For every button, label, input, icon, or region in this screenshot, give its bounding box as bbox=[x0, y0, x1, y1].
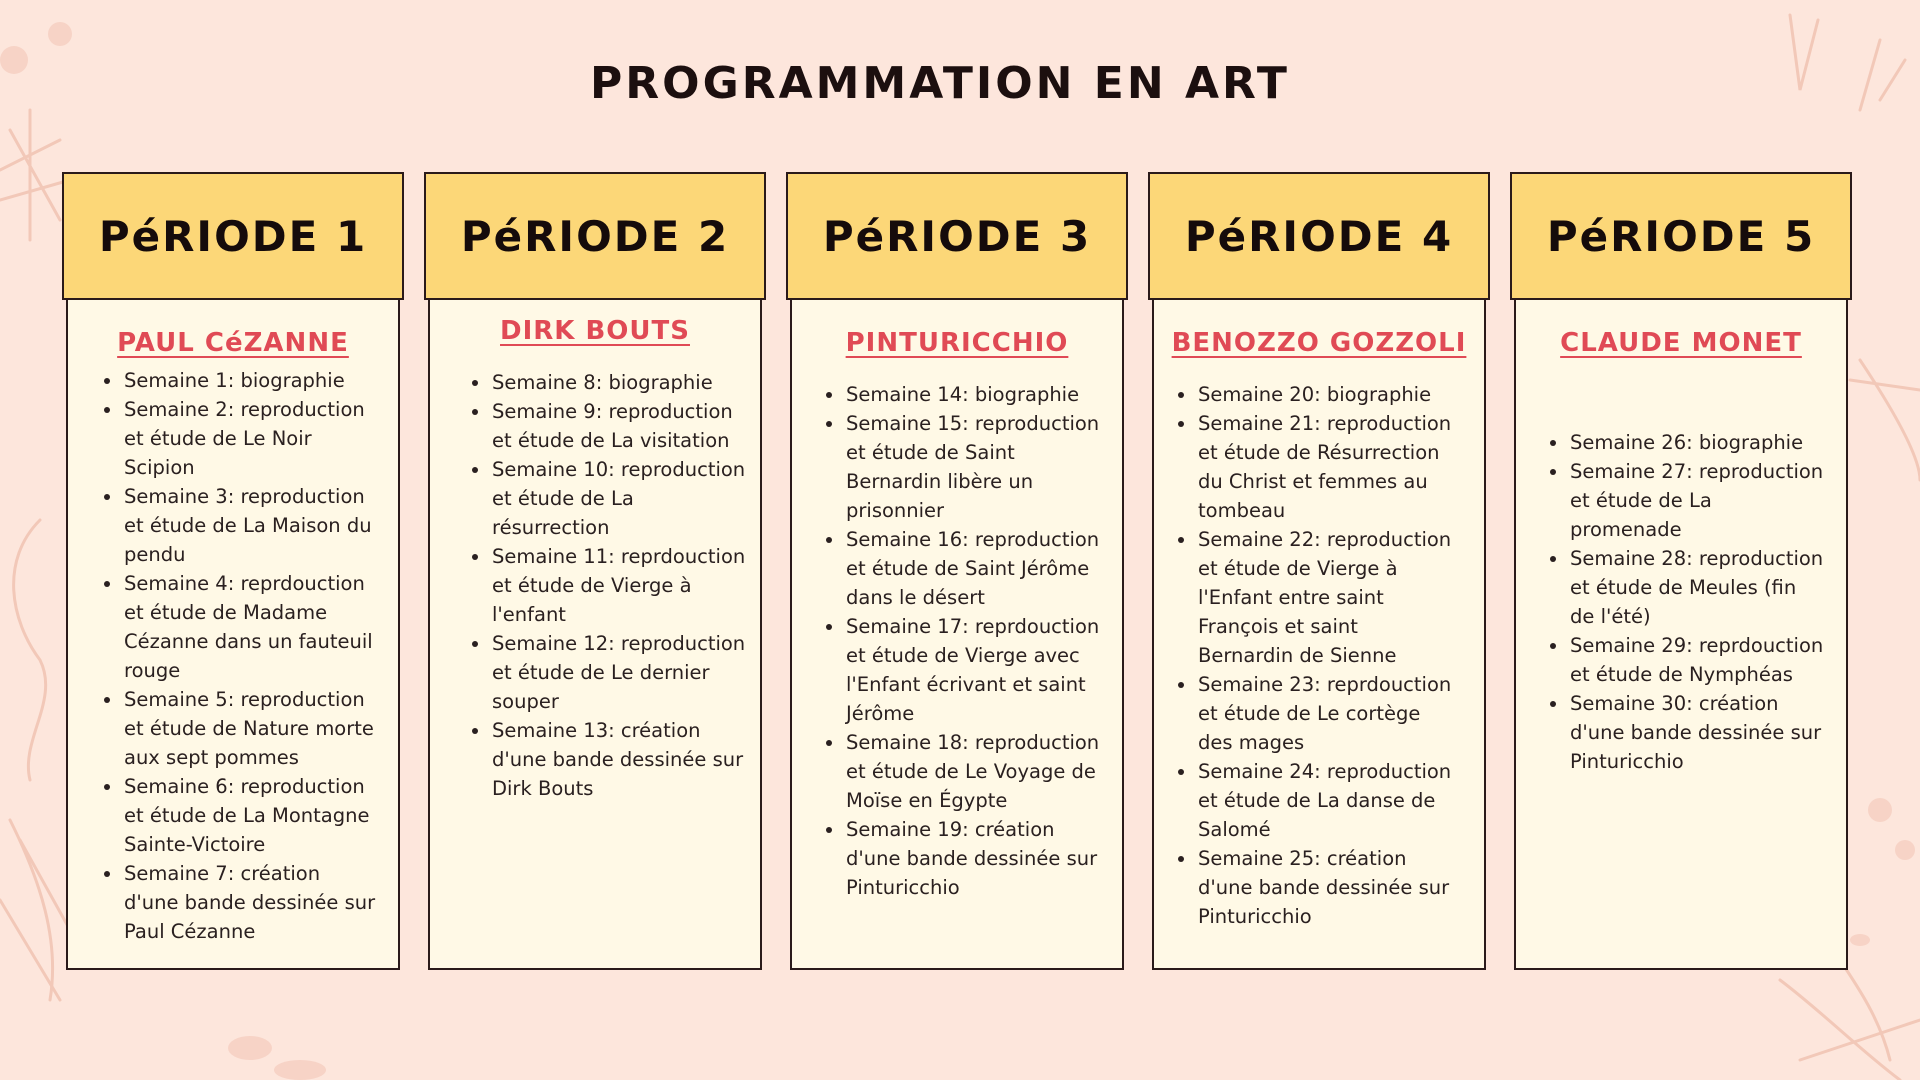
week-item: Semaine 4: reprdouction et étude de Madame Cézanne dans un fauteuil rouge bbox=[124, 569, 378, 685]
period-content bbox=[1514, 298, 1848, 970]
week-item: Semaine 15: reproduction et étude de Saint Bernardin libère un prisonnier bbox=[846, 409, 1100, 525]
period-label: PéRIODE 5 bbox=[1546, 211, 1816, 261]
week-item: Semaine 21: reproduction et étude de Résurrection du Christ et femmes au tombeau bbox=[1198, 409, 1452, 525]
artist-name: PINTURICCHIO bbox=[845, 328, 1069, 358]
period-header bbox=[62, 172, 404, 300]
week-list bbox=[792, 380, 1122, 902]
artist-name: CLAUDE MONET bbox=[1560, 328, 1802, 358]
period-label: PéRIODE 1 bbox=[98, 211, 368, 261]
week-item: Semaine 9: reproduction et étude de La visitation bbox=[492, 397, 746, 455]
period-label: PéRIODE 4 bbox=[1184, 211, 1454, 261]
period-content bbox=[790, 298, 1124, 970]
week-item: Semaine 2: reproduction et étude de Le Noir Scipion bbox=[124, 395, 378, 482]
period-label: PéRIODE 3 bbox=[822, 211, 1092, 261]
period-content bbox=[66, 298, 400, 970]
week-item: Semaine 23: reprdouction et étude de Le cortège des mages bbox=[1198, 670, 1452, 757]
week-item: Semaine 30: création d'une bande dessinée sur Pinturicchio bbox=[1570, 689, 1824, 776]
week-item: Semaine 7: création d'une bande dessinée sur Paul Cézanne bbox=[124, 859, 378, 946]
week-list bbox=[430, 368, 760, 803]
week-list bbox=[1516, 428, 1846, 776]
period-header bbox=[1148, 172, 1490, 300]
week-item: Semaine 6: reproduction et étude de La Montagne Sainte-Victoire bbox=[124, 772, 378, 859]
week-item: Semaine 1: biographie bbox=[124, 366, 378, 395]
week-item: Semaine 8: biographie bbox=[492, 368, 746, 397]
week-item: Semaine 28: reproduction et étude de Meules (fin de l'été) bbox=[1570, 544, 1824, 631]
week-list bbox=[68, 366, 398, 946]
artist-name: BENOZZO GOZZOLI bbox=[1171, 328, 1467, 358]
period-content bbox=[428, 298, 762, 970]
week-item: Semaine 29: reprdouction et étude de Nymphéas bbox=[1570, 631, 1824, 689]
period-label: PéRIODE 2 bbox=[460, 211, 730, 261]
artist-name: PAUL CéZANNE bbox=[117, 328, 349, 358]
week-item: Semaine 10: reproduction et étude de La résurrection bbox=[492, 455, 746, 542]
week-item: Semaine 26: biographie bbox=[1570, 428, 1824, 457]
week-item: Semaine 11: reprdouction et étude de Vierge à l'enfant bbox=[492, 542, 746, 629]
week-item: Semaine 5: reproduction et étude de Nature morte aux sept pommes bbox=[124, 685, 378, 772]
week-item: Semaine 24: reproduction et étude de La danse de Salomé bbox=[1198, 757, 1452, 844]
period-header bbox=[786, 172, 1128, 300]
week-item: Semaine 13: création d'une bande dessinée sur Dirk Bouts bbox=[492, 716, 746, 803]
period-header bbox=[424, 172, 766, 300]
week-item: Semaine 14: biographie bbox=[846, 380, 1100, 409]
week-item: Semaine 22: reproduction et étude de Vierge à l'Enfant entre saint François et saint Bernardin de Sienne bbox=[1198, 525, 1452, 670]
period-content bbox=[1152, 298, 1486, 970]
week-list bbox=[1154, 380, 1484, 931]
artist-name: DIRK BOUTS bbox=[500, 316, 690, 346]
week-item: Semaine 27: reproduction et étude de La promenade bbox=[1570, 457, 1824, 544]
page-title: PROGRAMMATION EN ART bbox=[590, 58, 1290, 109]
week-item: Semaine 18: reproduction et étude de Le Voyage de Moïse en Égypte bbox=[846, 728, 1100, 815]
week-item: Semaine 3: reproduction et étude de La Maison du pendu bbox=[124, 482, 378, 569]
week-item: Semaine 25: création d'une bande dessinée sur Pinturicchio bbox=[1198, 844, 1452, 931]
week-item: Semaine 19: création d'une bande dessinée sur Pinturicchio bbox=[846, 815, 1100, 902]
period-header bbox=[1510, 172, 1852, 300]
week-item: Semaine 16: reproduction et étude de Saint Jérôme dans le désert bbox=[846, 525, 1100, 612]
week-item: Semaine 20: biographie bbox=[1198, 380, 1452, 409]
week-item: Semaine 12: reproduction et étude de Le dernier souper bbox=[492, 629, 746, 716]
week-item: Semaine 17: reprdouction et étude de Vierge avec l'Enfant écrivant et saint Jérôme bbox=[846, 612, 1100, 728]
